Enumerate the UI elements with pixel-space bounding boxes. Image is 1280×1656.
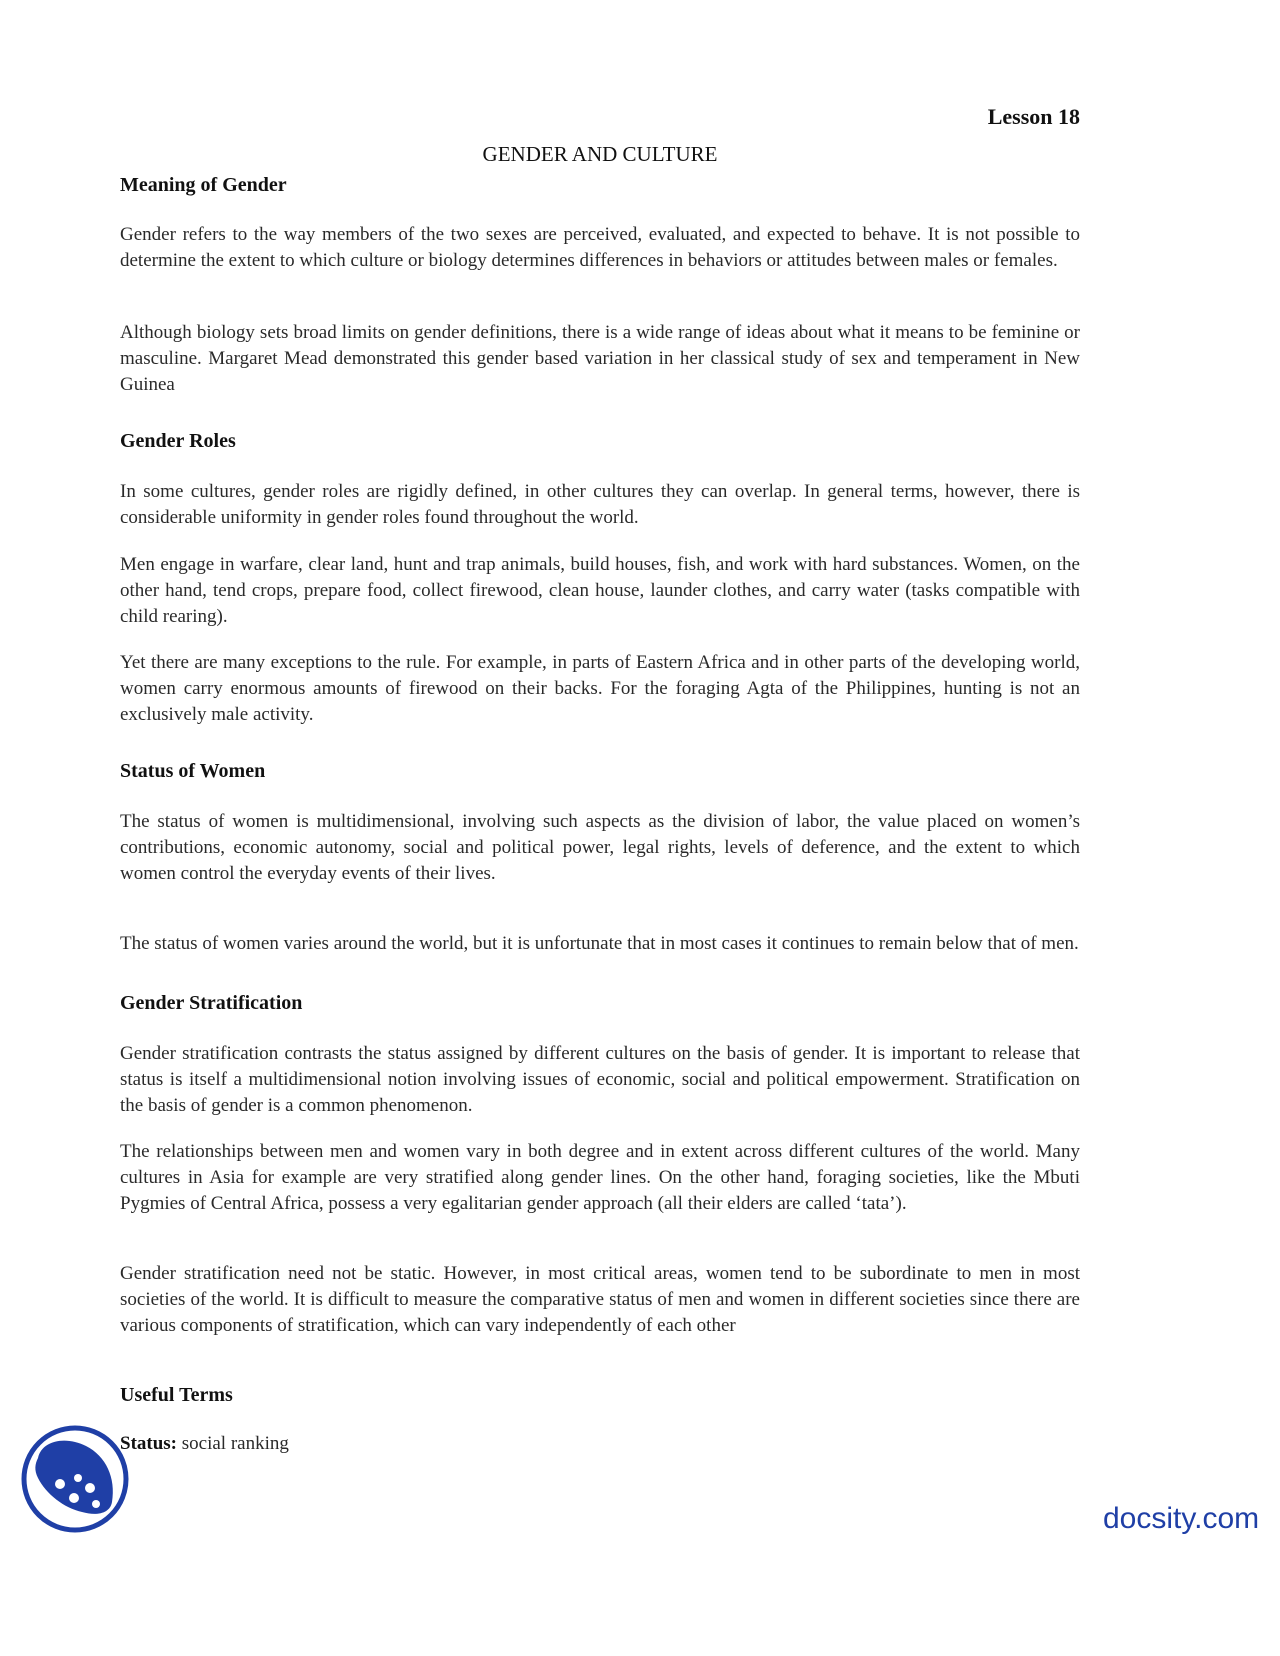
paragraph-status-2: The status of women varies around the world, but it is unfortunate that in most cases it continues to remain below that of men. [120, 933, 1079, 954]
paragraph-meaning-2: Although biology sets broad limits on gender definitions, there is a wide range of ideas about what it means to be feminine or masculine. Margaret Mead demonstrated this gender based variation in her classical study of sex and temperament in New Guinea [120, 322, 1080, 395]
paragraph-roles-3: Yet there are many exceptions to the rule. For example, in parts of Eastern Africa and in other parts of the developing world, women carry enormous amounts of firewood on their backs. For the foraging Agta of the Philippines, hunting is not an exclusively male activity. [120, 652, 1080, 725]
term-label: Status: [120, 1433, 178, 1454]
lesson-number: Lesson 18 [987, 104, 1080, 129]
paragraph-stratification-2: The relationships between men and women vary in both degree and in extent across different cultures of the world. Many cultures in Asia for example are very stratified along gender lines. On the other hand, foraging societies, like the Mbuti Pygmies of Central Africa, possess a very egalitarian gender approach (all their elders are called ‘tata’). [120, 1141, 1080, 1214]
paragraph-stratification-3: Gender stratification need not be static. However, in most critical areas, women tend to be subordinate to men in most societies of the world. It is difficult to measure the comparative status of men and women in different societies since there are various components of stratification, which can vary independently of each other [120, 1263, 1080, 1336]
heading-gender-stratification: Gender Stratification [120, 992, 303, 1014]
heading-useful-terms: Useful Terms [120, 1384, 233, 1406]
paragraph-roles-1: In some cultures, gender roles are rigidly defined, in other cultures they can overlap. In general terms, however, there is considerable uniformity in gender roles found throughout the world. [120, 481, 1080, 528]
term-definition: social ranking [177, 1433, 289, 1454]
paragraph-roles-2: Men engage in warfare, clear land, hunt and trap animals, build houses, fish, and work with hard substances. Women, on the other hand, tend crops, prepare food, collect firewood, clean house, launder clothes, and carry water (tasks compatible with child rearing). [120, 554, 1080, 627]
paragraph-stratification-1: Gender stratification contrasts the status assigned by different cultures on the basis of gender. It is important to release that status is itself a multidimensional notion involving issues of economic, social and political empowerment. Stratification on the basis of gender is a common phenomenon. [120, 1043, 1080, 1116]
document-page [120, 0, 1080, 1656]
heading-meaning-of-gender: Meaning of Gender [120, 174, 287, 196]
docsity-logo-icon[interactable] [20, 1424, 130, 1534]
docsity-brand-link[interactable]: docsity.com [1103, 1502, 1260, 1535]
paragraph-status-1: The status of women is multidimensional, involving such aspects as the division of labor, the value placed on women’s contributions, economic autonomy, social and political power, legal rights, levels of deference, and the extent to which women control the everyday events of their lives. [120, 811, 1080, 884]
term-status [120, 1433, 289, 1455]
page-title: GENDER AND CULTURE [482, 142, 718, 166]
heading-status-of-women: Status of Women [120, 760, 266, 782]
paragraph-meaning-1: Gender refers to the way members of the two sexes are perceived, evaluated, and expected to behave. It is not possible to determine the extent to which culture or biology determines differences in behaviors or attitudes between males or females. [120, 224, 1080, 271]
heading-gender-roles: Gender Roles [120, 430, 236, 452]
